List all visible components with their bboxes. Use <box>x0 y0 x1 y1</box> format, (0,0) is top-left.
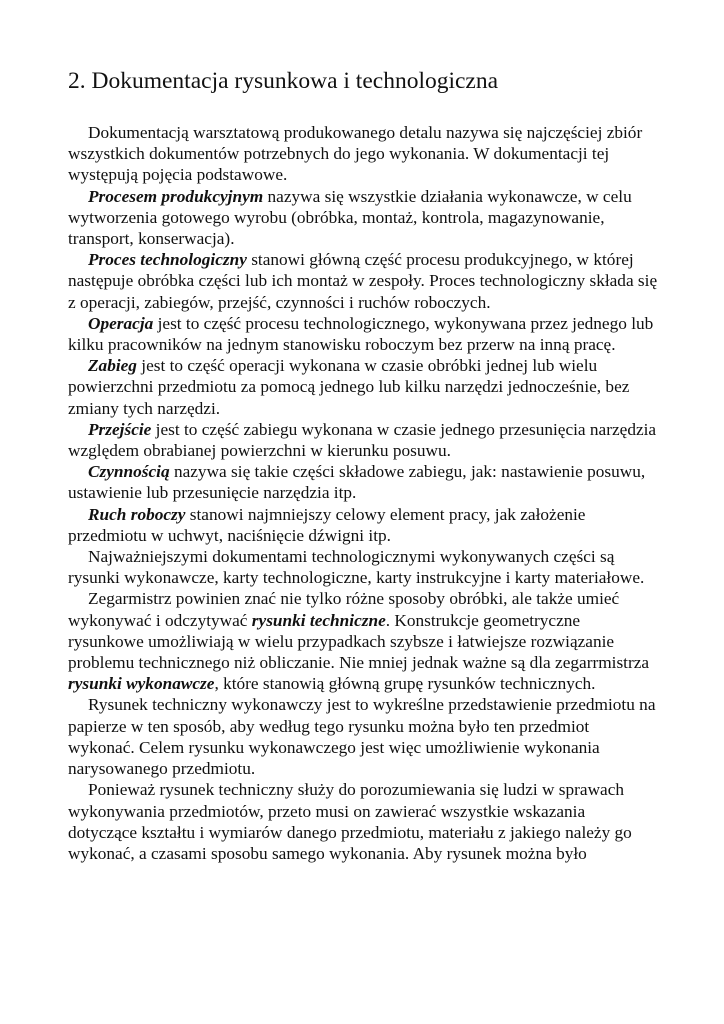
paragraph-text: . Konstrukcje geometryczne rysunkowe umożliwiają w wielu przypadkach szybsze i łatwiejsze rozwiązanie problemu technicznego niż obliczanie. Nie mniej jednak ważne są dla zegarrmistrza <box>68 610 650 673</box>
term-przejscie: Przejście <box>88 419 152 439</box>
definition-ruch-roboczy <box>68 504 658 546</box>
definition-text: jest to część operacji wykonana w czasie obróbki jednej lub wielu powierzchni przedmiotu za pomocą jednego lub kilku narzędzi jednocześnie, bez zmiany tych narzędzi. <box>68 356 630 418</box>
definition-text: nazywa się wszystkie działania wykonawcze, w celu wytworzenia gotowego wyrobu (obróbka, montaż, kontrola, magazynowanie, transport, konserwacja). <box>68 186 632 249</box>
definition-przejscie <box>68 419 658 461</box>
paragraph-rysunek-wykonawczy: Rysunek techniczny wykonawczy jest to wykreślne przedstawienie przedmiotu na papierze w ten sposób, aby według tego rysunku można było ten przedmiot wykonać. Celem rysunku wykonawczego jest więc umożliwienie wykonania narysowanego przedmiotu. <box>68 695 656 779</box>
definition-text: jest to część zabiegu wykonana w czasie jednego przesunięcia narzędzia względem obrabianej powierzchni w kierunku posuwu. <box>68 419 657 461</box>
term-zabieg: Zabieg <box>88 356 137 376</box>
section-heading: 2. Dokumentacja rysunkowa i technologiczna <box>68 68 499 94</box>
definition-proces-produkcyjny <box>68 186 658 250</box>
document-page <box>68 66 658 864</box>
term-ruch-roboczy: Ruch roboczy <box>88 504 186 524</box>
definition-czynnosc <box>68 461 658 503</box>
term-czynnosc: Czynnością <box>88 462 170 482</box>
paragraph-intro: Dokumentacją warsztatową produkowanego detalu nazywa się najczęściej zbiór wszystkich dokumentów potrzebnych do jego wykonania. W dokumentacji tej występują pojęcia podstawowe. <box>68 123 643 185</box>
term-rysunki-techniczne: rysunki techniczne <box>251 610 386 630</box>
paragraph-rysunek-techniczny: Ponieważ rysunek techniczny służy do porozumiewania się ludzi w sprawach wykonywania przedmiotów, przeto musi on zawierać wszystkie wskazania dotyczące kształtu i wymiarów danego przedmiotu, materiału z jakiego należy go wykonać, a czasami sposobu samego wykonania. Aby rysunek można było <box>68 780 632 863</box>
term-proces-technologiczny: Proces technologiczny <box>88 250 247 270</box>
definition-proces-technologiczny <box>68 249 658 313</box>
paragraph-dokumenty: Najważniejszymi dokumentami technologicznymi wykonywanych części są rysunki wykonawcze, karty technologiczne, karty instrukcyjne i karty materiałowe. <box>68 547 645 588</box>
definition-text: stanowi najmniejszy celowy element pracy, jak założenie przedmiotu w uchwyt, naciśnięcie dźwigni itp. <box>68 504 586 545</box>
definition-text: nazywa się takie części składowe zabiegu, jak: nastawienie posuwu, ustawienie lub przesunięcie narzędzia itp. <box>68 462 646 503</box>
definition-operacja <box>68 313 658 355</box>
term-proces-produkcyjny: Procesem produkcyjnym <box>88 186 264 206</box>
definition-text: jest to część procesu technologicznego, wykonywana przez jednego lub kilku pracowników na jednym stanowisku roboczym bez przerw na inną pracę. <box>68 313 654 355</box>
term-operacja: Operacja <box>88 313 154 333</box>
term-rysunki-wykonawcze: rysunki wykonawcze <box>68 674 215 694</box>
paragraph-text: , które stanowią główną grupę rysunków technicznych. <box>214 674 596 694</box>
definition-zabieg <box>68 355 658 419</box>
paragraph-text: Zegarmistrz powinien znać nie tylko różne sposoby obróbki, ale także umieć wykonywać i odczytywać <box>68 589 620 630</box>
paragraph-zegarmistrz <box>68 588 658 694</box>
definition-text: stanowi główną część procesu produkcyjnego, w której następuje obróbka części lub ich montaż w zespoły. Proces technologiczny składa się z operacji, zabiegów, przejść, czynności i ruchów roboczych. <box>68 250 658 312</box>
